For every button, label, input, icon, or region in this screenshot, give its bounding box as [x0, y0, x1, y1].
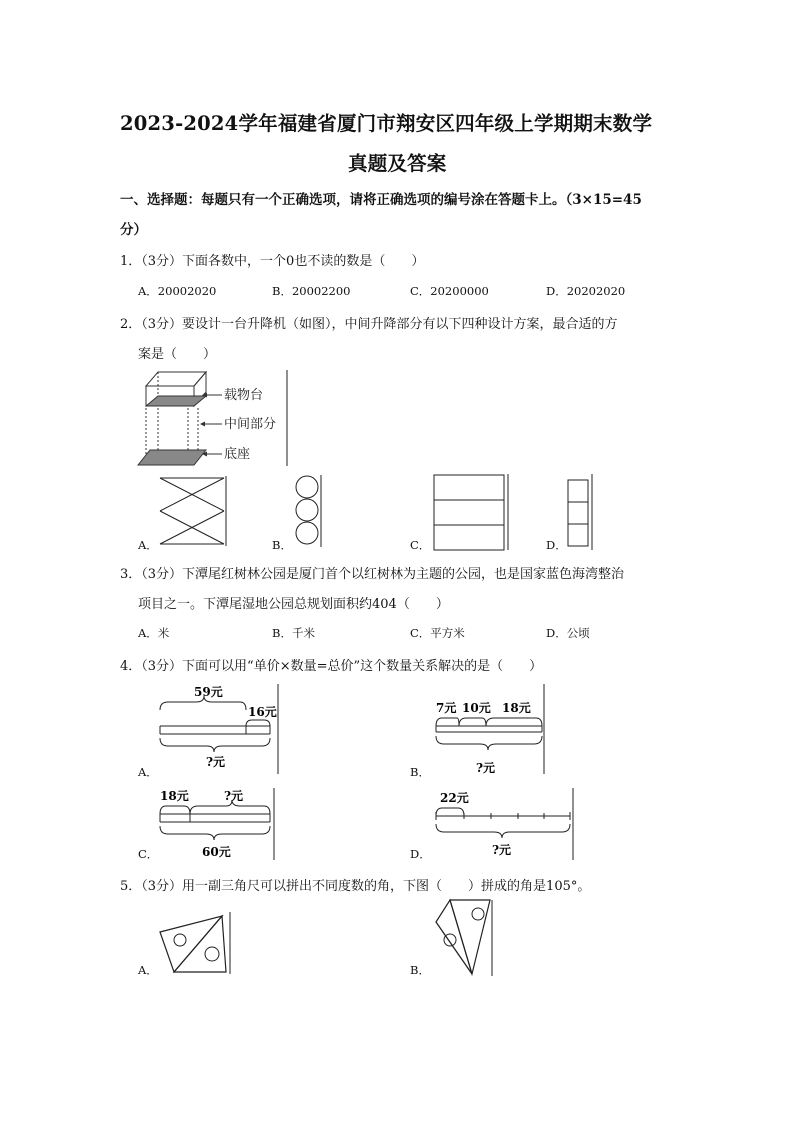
fig-d-bottom-label: ?元: [492, 843, 512, 857]
question-2-option-a[interactable]: A．: [138, 538, 158, 552]
question-4-option-d[interactable]: D．: [410, 847, 431, 861]
fig-c-bottom-label: 60元: [202, 845, 231, 859]
page-subtitle: 真题及答案: [348, 152, 447, 175]
q4-fig-c: [152, 786, 282, 861]
fig-c-right-label: ?元: [224, 789, 244, 803]
label-platform: 载物台: [224, 388, 264, 403]
question-3-stem: 3．（3分）下潭尾红树林公园是厦门首个以红树林为主题的公园，也是国家蓝色海湾整治: [120, 567, 625, 582]
section-heading: 一、选择题：每题只有一个正确选项，请将正确选项的编号涂在答题卡上。（3×15=45: [120, 192, 642, 208]
fig-b-label-2: 10元: [462, 701, 491, 715]
question-2-option-b[interactable]: B．: [272, 538, 292, 552]
question-4-option-b[interactable]: B．: [410, 765, 430, 779]
fig-b-bottom-label: ?元: [476, 761, 496, 775]
q4-fig-b: [432, 682, 582, 777]
question-5-option-a[interactable]: A．: [138, 963, 158, 977]
label-base: 底座: [224, 447, 251, 462]
question-3-option-c[interactable]: C．平方米: [410, 626, 465, 640]
q4-fig-d: [432, 786, 582, 861]
fig-b-label-3: 18元: [502, 701, 531, 715]
question-3-option-d[interactable]: D．公顷: [546, 626, 590, 640]
question-4-option-c[interactable]: C．: [138, 847, 159, 861]
q4-fig-a: [152, 682, 282, 777]
option-a-scissor-lift: [158, 476, 228, 546]
option-b-circles: [293, 473, 333, 548]
question-2-option-d[interactable]: D．: [546, 538, 567, 552]
option-d-narrow-rects: [566, 472, 606, 552]
page-title: 2023-2024学年福建省厦门市翔安区四年级上学期期末数学: [120, 112, 653, 135]
question-3-option-a[interactable]: A．米: [138, 626, 170, 640]
question-1-stem: 1．（3分）下面各数中，一个0也不读的数是（ ）: [120, 254, 425, 269]
question-2-option-c[interactable]: C．: [410, 538, 431, 552]
question-1-option-c[interactable]: C．20200000: [410, 284, 489, 298]
question-2-stem: 2．（3分）要设计一台升降机（如图），中间升降部分有以下四种设计方案，最合适的方: [120, 317, 618, 332]
label-middle: 中间部分: [224, 417, 277, 432]
fig-c-left-label: 18元: [160, 789, 189, 803]
fig-b-label-1: 7元: [436, 701, 457, 715]
question-5-option-b[interactable]: B．: [410, 963, 430, 977]
fig-a-right-label: 16元: [248, 705, 277, 719]
question-3-option-b[interactable]: B．千米: [272, 626, 315, 640]
fig-d-top-label: 22元: [440, 791, 469, 805]
question-4-stem: 4．（3分）下面可以用“单价×数量=总价”这个数量关系解决的是（ ）: [120, 659, 543, 674]
question-3-stem-cont: 项目之一。下潭尾湿地公园总规划面积约404（ ）: [138, 597, 449, 612]
question-4-option-a[interactable]: A．: [138, 765, 158, 779]
question-5-stem: 5．（3分）用一副三角尺可以拼出不同度数的角，下图（ ）拼成的角是105°。: [120, 879, 591, 894]
question-1-option-b[interactable]: B．20002200: [272, 284, 351, 298]
question-1-option-d[interactable]: D．20202020: [546, 284, 626, 298]
option-c-wide-rects: [432, 472, 512, 552]
fig-a-top-label: 59元: [194, 685, 223, 699]
question-2-stem-cont: 案是（ ）: [138, 347, 217, 362]
section-heading-cont: 分）: [120, 222, 147, 238]
elevator-figure: [136, 368, 296, 468]
q5-fig-b-set-squares: [434, 898, 514, 978]
fig-a-bottom-label: ?元: [206, 755, 226, 769]
question-1-option-a[interactable]: A．20002020: [138, 284, 217, 298]
q5-fig-a-set-squares: [156, 910, 236, 975]
